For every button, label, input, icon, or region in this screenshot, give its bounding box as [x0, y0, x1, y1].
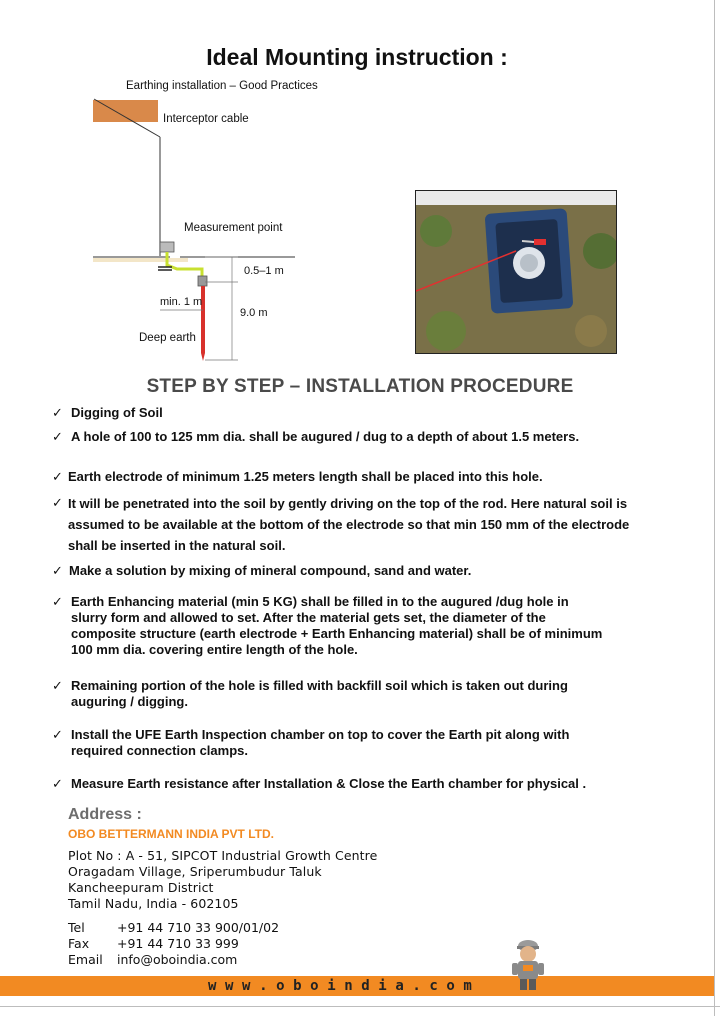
address-line: Tamil Nadu, India - 602105	[68, 896, 239, 911]
check-icon: ✓	[52, 594, 63, 609]
deep-earth-label: Deep earth	[139, 332, 196, 344]
earth-rod-tip	[201, 353, 205, 361]
check-icon: ✓	[52, 678, 63, 693]
step-item	[52, 469, 662, 485]
check-icon: ✓	[52, 469, 63, 484]
interceptor-label: Interceptor cable	[163, 113, 249, 125]
check-icon: ✓	[52, 563, 63, 578]
step-text: Install the UFE Earth Inspection chamber on top to cover the Earth pit along with required connection clamps.	[71, 727, 570, 758]
address-line: Plot No : A - 51, SIPCOT Industrial Growth Centre	[68, 848, 378, 863]
depth-deep-label: 9.0 m	[240, 307, 268, 319]
measurement-label: Measurement point	[184, 222, 283, 234]
website-link[interactable]: www.oboindia.com	[208, 978, 481, 994]
roof-block	[93, 100, 158, 122]
check-icon: ✓	[52, 495, 63, 510]
step-item	[52, 493, 662, 556]
diagram-caption: Earthing installation – Good Practices	[126, 80, 318, 92]
email-label: Email	[68, 952, 103, 967]
step-item	[52, 563, 662, 579]
company-name: OBO BETTERMANN INDIA PVT LTD.	[68, 827, 274, 841]
connection-wire	[167, 252, 202, 276]
page-title: Ideal Mounting instruction :	[206, 44, 508, 70]
address-line: Oragadam Village, Sriperumbudur Taluk	[68, 864, 322, 879]
earthing-diagram	[80, 70, 380, 370]
step-text: A hole of 100 to 125 mm dia. shall be augured / dug to a depth of about 1.5 meters.	[71, 429, 580, 444]
check-icon: ✓	[52, 727, 63, 742]
ground-soil	[93, 258, 188, 262]
check-icon: ✓	[52, 776, 63, 791]
step-text: Measure Earth resistance after Installation & Close the Earth chamber for physical .	[71, 776, 587, 791]
step-text: Make a solution by mixing of mineral compound, sand and water.	[69, 563, 472, 578]
tel-value[interactable]: +91 44 710 33 900/01/02	[117, 920, 280, 935]
fax-value: +91 44 710 33 999	[117, 936, 239, 951]
fax-label: Fax	[68, 936, 90, 951]
step-item	[52, 405, 662, 421]
step-text: Earth Enhancing material (min 5 KG) shall be filled in to the augured /dug hole in slurry form and allowed to set. After the material gets set, the diameter of the composite structure (earth electrode + Earth Enhancing material) shall be of minimum 100 mm dia. covering entire length of the hole.	[71, 594, 603, 657]
inspection-chamber-photo	[415, 190, 617, 354]
step-text: Digging of Soil	[71, 405, 163, 420]
address-line: Kancheepuram District	[68, 880, 214, 895]
depth-shallow-label: 0.5–1 m	[244, 265, 284, 277]
measurement-point	[160, 242, 174, 252]
page-border	[0, 1006, 720, 1007]
check-icon: ✓	[52, 429, 63, 444]
tel-label: Tel	[68, 920, 85, 935]
step-item	[52, 429, 592, 445]
step-item	[52, 727, 612, 759]
step-text: It will be penetrated into the soil by gently driving on the top of the rod. Here natural soil is assumed to be available at the bottom of the electrode so that min 150 mm of the electrode shall be inserted in the natural soil.	[68, 496, 630, 553]
page-border	[714, 0, 715, 1016]
check-icon: ✓	[52, 405, 63, 420]
worker-mascot-icon	[508, 938, 548, 996]
address-heading: Address :	[68, 806, 142, 823]
min-spacing-label: min. 1 m	[160, 296, 203, 308]
step-text: Earth electrode of minimum 1.25 meters length shall be placed into this hole.	[68, 469, 543, 484]
steps-heading: STEP BY STEP – INSTALLATION PROCEDURE	[146, 376, 574, 397]
step-item	[52, 678, 612, 710]
step-text: Remaining portion of the hole is filled with backfill soil which is taken out during auguring / digging.	[71, 678, 568, 709]
step-item	[52, 776, 662, 792]
step-item	[52, 594, 608, 658]
rod-clamp	[198, 276, 207, 286]
email-link[interactable]: info@oboindia.com	[117, 952, 238, 967]
